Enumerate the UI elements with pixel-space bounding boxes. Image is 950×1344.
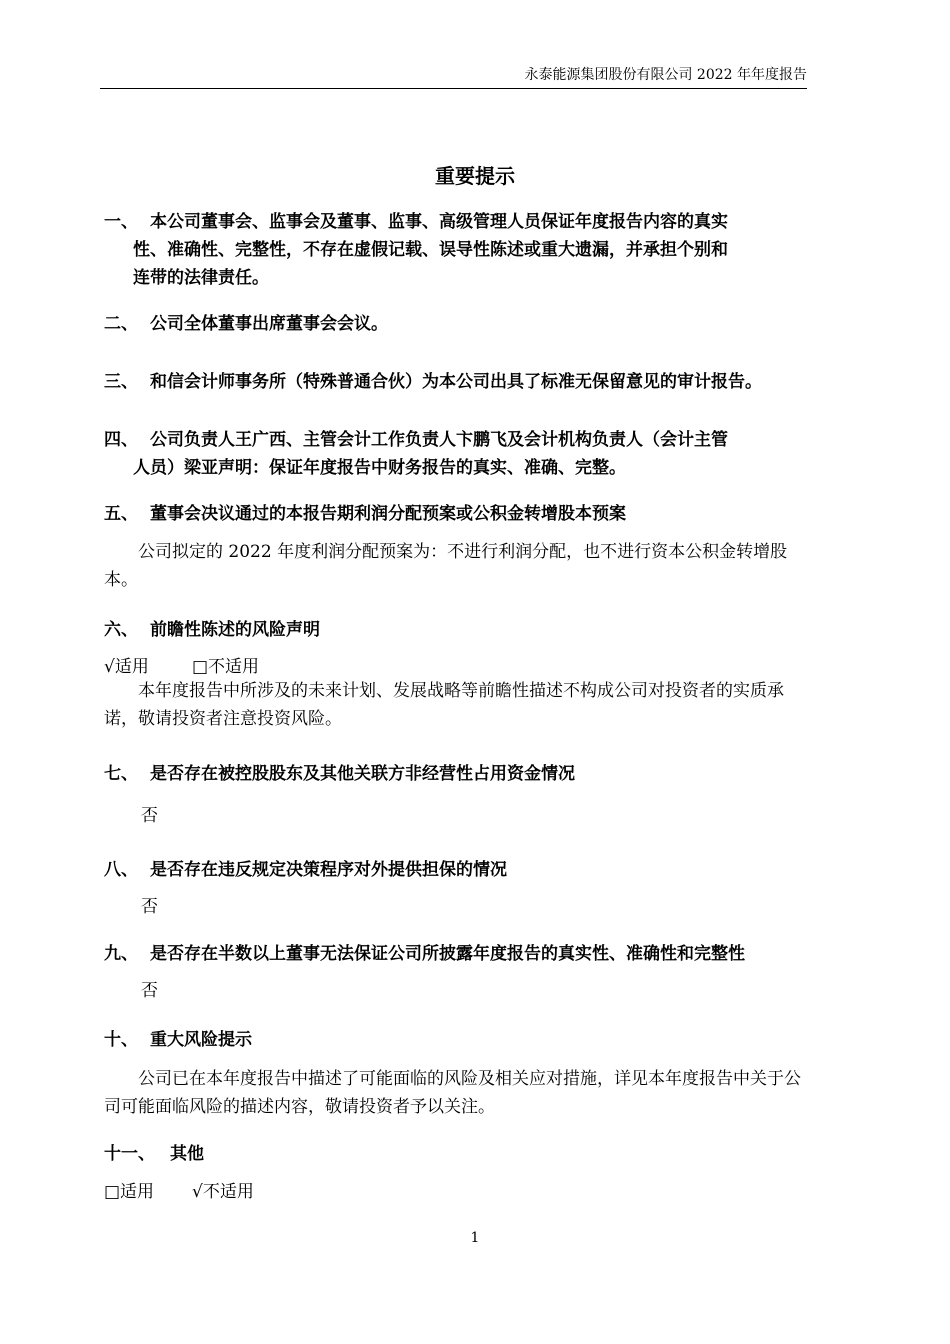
not-applicable-checked: √不适用 [192,1182,254,1202]
section-1 [104,208,814,292]
section-number: 六、 [104,620,138,640]
section-7 [104,760,814,788]
header-rule [100,88,807,89]
section-3 [104,368,814,396]
applicable-unchecked: □适用 [104,1182,155,1202]
section-text: 前瞻性陈述的风险声明 [150,620,320,640]
section-number: 二、 [104,314,138,334]
page-number: 1 [470,1230,480,1246]
applicable-checked: √适用 [104,657,149,677]
section-5-body: 公司拟定的 2022 年度利润分配预案为：不进行利润分配，也不进行资本公积金转增股本。 [104,542,788,590]
section-text: 董事会决议通过的本报告期利润分配预案或公积金转增股本预案 [150,504,626,524]
section-5 [104,500,814,528]
section-text: 本公司董事会、监事会及董事、监事、高级管理人员保证年度报告内容的真实 [150,212,728,232]
section-text: 是否存在违反规定决策程序对外提供担保的情况 [150,860,507,880]
section-text: 是否存在被控股股东及其他关联方非经营性占用资金情况 [150,764,575,784]
section-2 [104,310,814,338]
section-10 [104,1026,814,1054]
section-9 [104,940,814,968]
section-8-answer: 否 [141,897,158,917]
section-number: 四、 [104,430,138,450]
section-11-checks [104,1178,254,1206]
section-7-answer: 否 [141,806,158,826]
section-number: 五、 [104,504,138,524]
section-number: 八、 [104,860,138,880]
section-number: 十、 [104,1030,138,1050]
section-text: 性、准确性、完整性，不存在虚假记载、误导性陈述或重大遗漏，并承担个别和 [133,240,728,260]
section-10-body: 公司已在本年度报告中描述了可能面临的风险及相关应对措施，详见本年度报告中关于公司可能面临风险的描述内容，敬请投资者予以关注。 [104,1069,801,1117]
section-number: 一、 [104,212,138,232]
page-title: 重要提示 [435,164,515,188]
section-8 [104,856,814,884]
section-text: 和信会计师事务所（特殊普通合伙）为本公司出具了标准无保留意见的审计报告。 [150,372,762,392]
section-4 [104,426,814,482]
not-applicable-unchecked: □不适用 [192,657,260,677]
section-text: 是否存在半数以上董事无法保证公司所披露年度报告的真实性、准确性和完整性 [150,944,745,964]
section-number: 十一、 [104,1144,155,1164]
section-number: 七、 [104,764,138,784]
section-6 [104,616,814,644]
section-11 [104,1140,814,1168]
section-number: 九、 [104,944,138,964]
section-6-body: 本年度报告中所涉及的未来计划、发展战略等前瞻性描述不构成公司对投资者的实质承诺，敬请投资者注意投资风险。 [104,681,784,729]
section-text: 公司全体董事出席董事会会议。 [150,314,388,334]
section-text: 其他 [170,1144,204,1164]
section-9-answer: 否 [141,981,158,1001]
running-header: 永泰能源集团股份有限公司 2022 年年度报告 [524,67,807,83]
section-text: 重大风险提示 [150,1030,252,1050]
section-text: 连带的法律责任。 [133,268,269,288]
section-number: 三、 [104,372,138,392]
section-text: 公司负责人王广西、主管会计工作负责人卞鹏飞及会计机构负责人（会计主管 [150,430,728,450]
section-text: 人员）梁亚声明：保证年度报告中财务报告的真实、准确、完整。 [133,458,626,478]
